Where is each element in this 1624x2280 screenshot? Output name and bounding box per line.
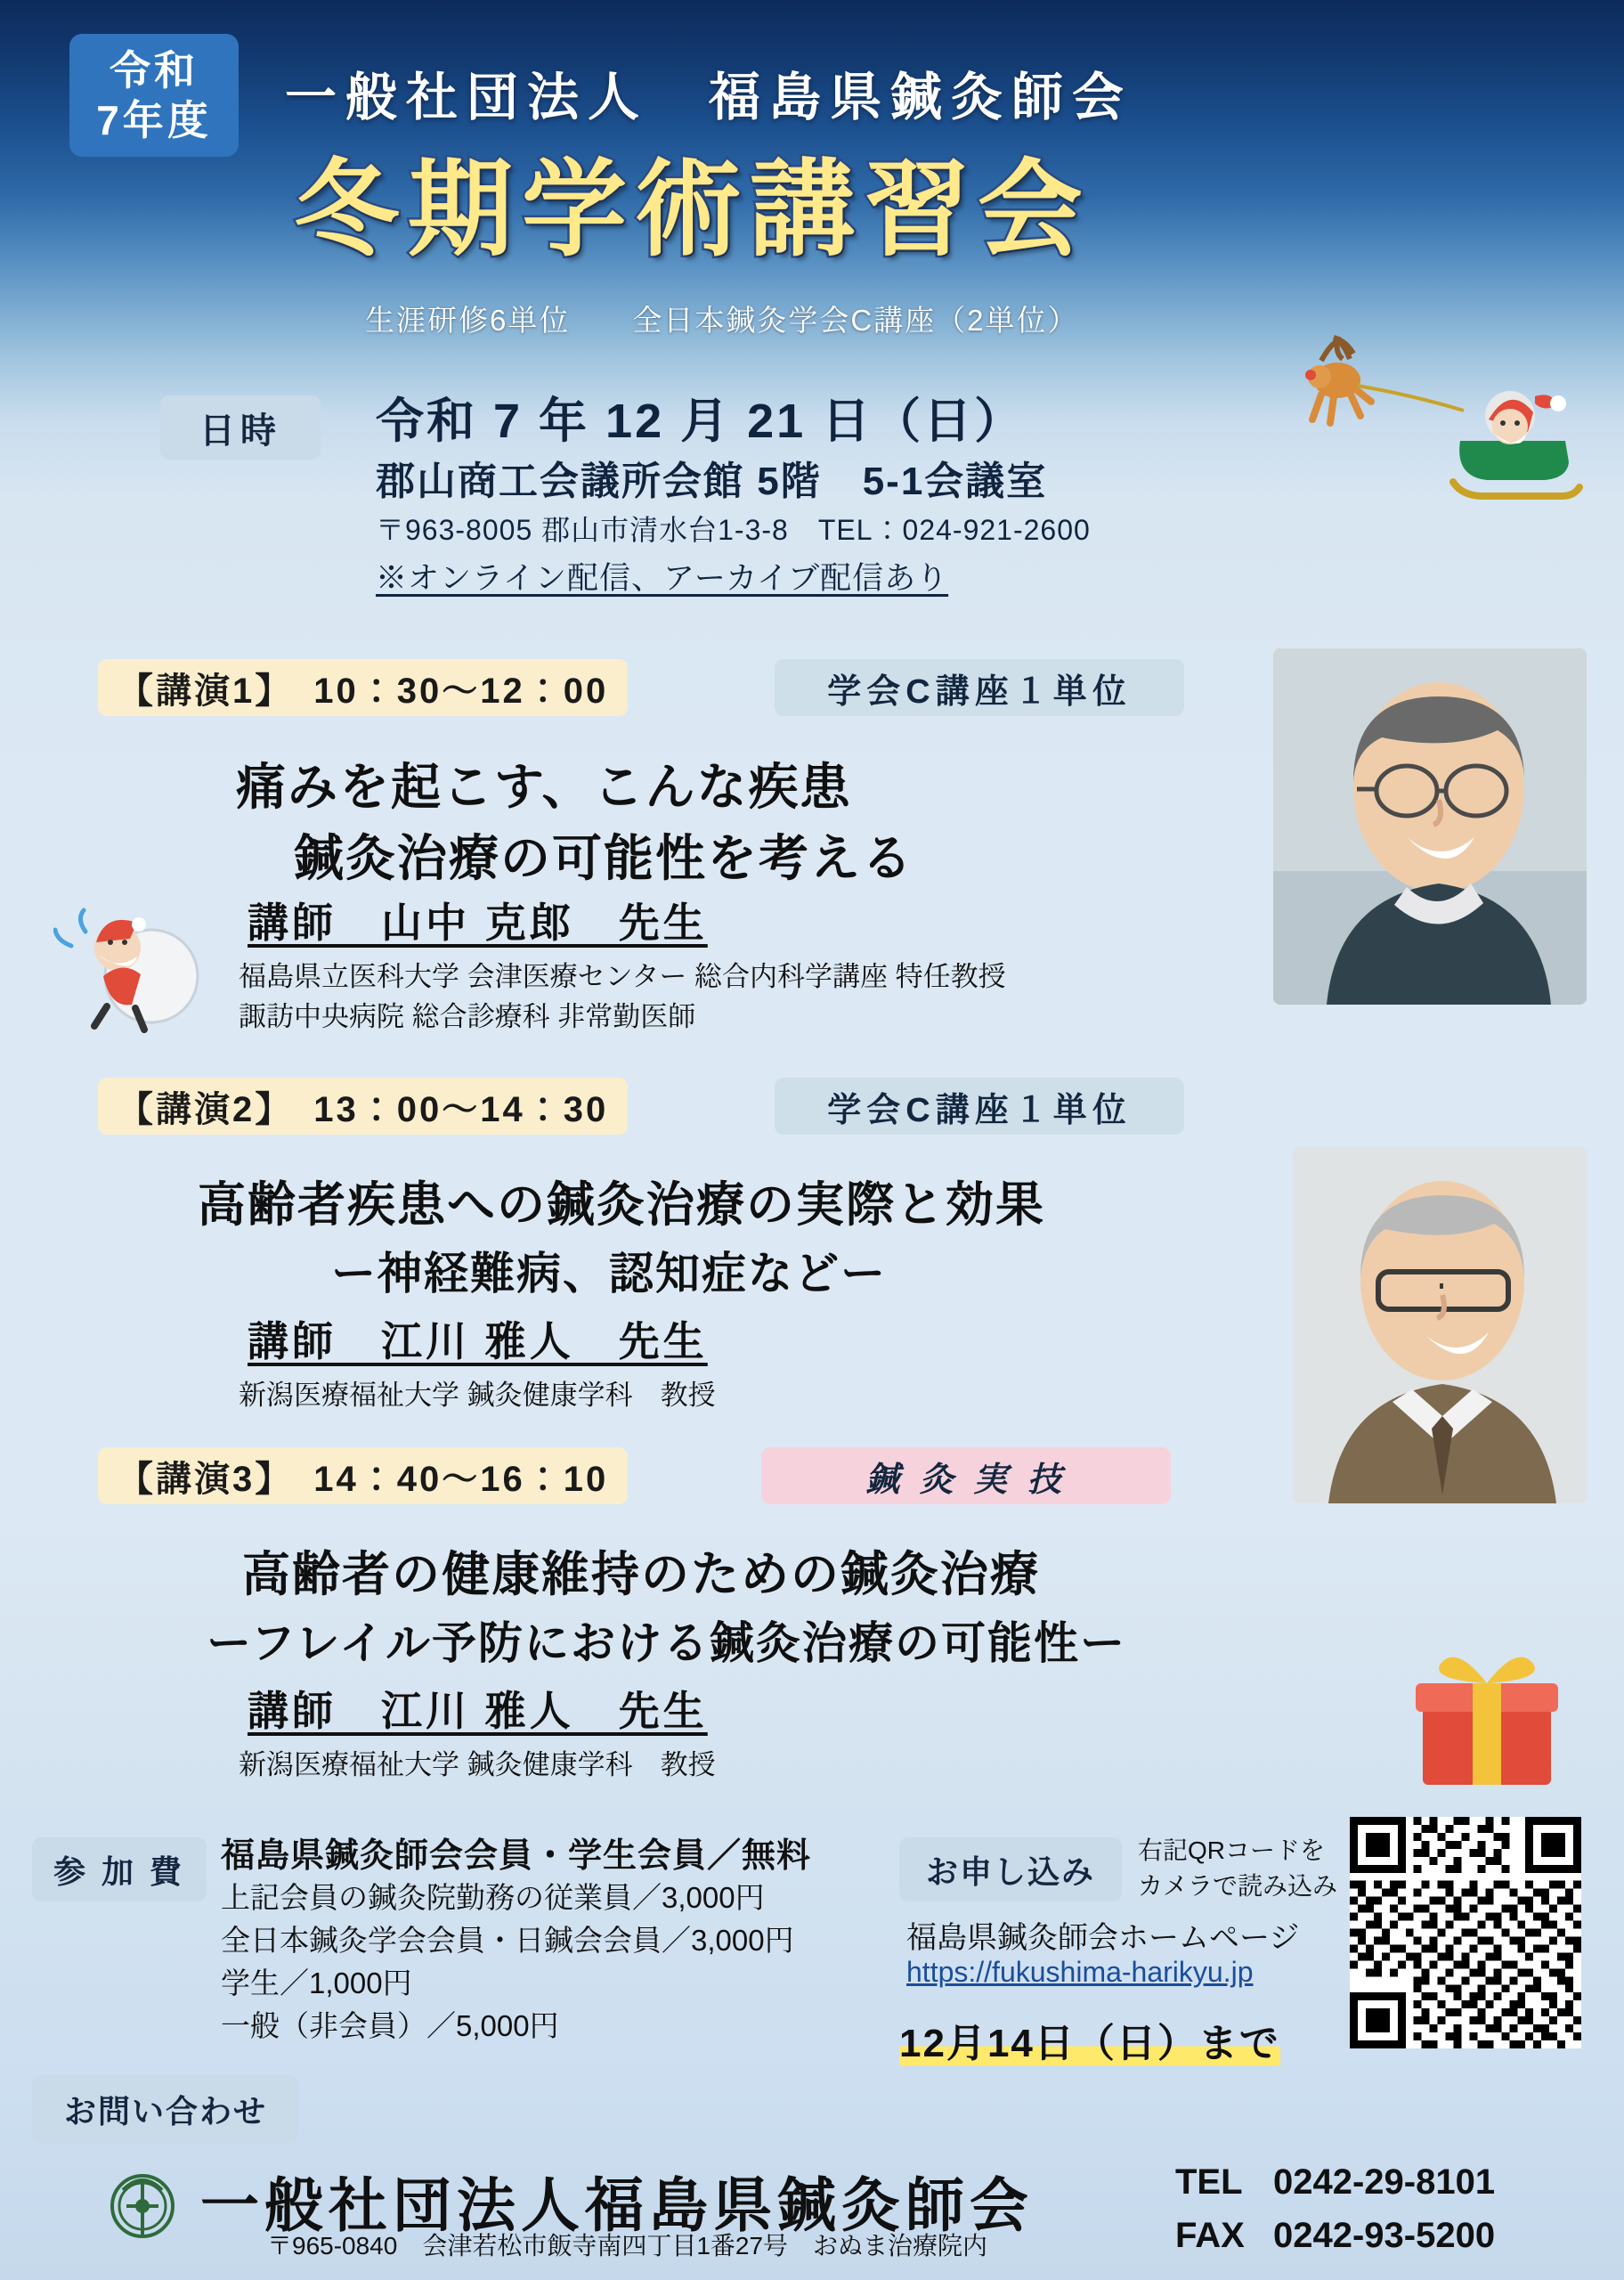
event-date: 令和 7 年 12 月 21 日（日） [376, 395, 1026, 448]
lecture-2-title-line2: ー神経難病、認知症などー [331, 1249, 887, 1299]
event-venue: 郡山商工会議所会館 5階 5-1会議室 [376, 460, 1048, 503]
application-deadline: 12月14日（日）まで [899, 2011, 1280, 2068]
footer-tel-label: TEL [1175, 2162, 1243, 2202]
portrait-egawa [1293, 1147, 1587, 1503]
lecture-2-title-line1: 高齢者疾患への鍼灸治療の実際と効果 [198, 1178, 1045, 1232]
santa-sleigh-icon [1268, 334, 1588, 530]
footer-tel [1175, 2162, 1495, 2203]
lecture-3-affiliation-1: 新潟医療福祉大学 鍼灸健康学科 教授 [239, 1749, 716, 1780]
lecture-1-affiliation-1: 福島県立医科大学 会津医療センター 総合内科学講座 特任教授 [239, 961, 1006, 992]
lecture-2-affiliation-1: 新潟医療福祉大学 鍼灸健康学科 教授 [239, 1380, 716, 1411]
era-badge-line2: 7年度 [96, 97, 212, 143]
footer-tel-value: 0242-29-8101 [1273, 2162, 1496, 2202]
page-title: 冬期学術講習会 [294, 151, 1092, 269]
gift-box-icon [1407, 1639, 1567, 1799]
era-badge-line1: 令和 [110, 47, 199, 94]
lecture-2-speaker: 講師 江川 雅人 先生 [248, 1318, 708, 1364]
footer-fax-label: FAX [1175, 2216, 1245, 2255]
lecture-3-credit-chip: 鍼 灸 実 技 [761, 1447, 1171, 1504]
fee-details [221, 1828, 811, 2048]
contact-tag: お問い合わせ [32, 2075, 299, 2143]
date-tag: 日時 [160, 395, 321, 460]
era-badge [69, 34, 239, 157]
lecture-1-affiliation-2: 諏訪中央病院 総合診療科 非常勤医師 [239, 1001, 696, 1032]
event-address: 〒963-8005 郡山市清水台1-3-8 TEL：024-921-2600 [376, 514, 1091, 546]
fee-line-1: 上記会員の鍼灸院勤務の従業員／3,000円 [221, 1881, 765, 1914]
fee-line-3: 学生／1,000円 [221, 1966, 412, 1999]
lecture-1-credit-chip: 学会C講座１単位 [775, 659, 1184, 716]
online-note: ※オンライン配信、アーカイブ配信あり [376, 561, 949, 596]
lecture-1-title-line1: 痛みを起こす、こんな疾患 [236, 759, 852, 815]
qr-code[interactable] [1350, 1817, 1581, 2048]
association-logo-icon [100, 2160, 185, 2245]
poster-header [0, 0, 1624, 356]
lecture-1-time-chip: 【講演1】 10：30〜12：00 [98, 659, 628, 716]
fee-main-line: 福島県鍼灸師会会員・学生会員／無料 [221, 1837, 812, 1875]
fee-tag: 参 加 費 [32, 1837, 207, 1901]
credits-subtitle: 生涯研修6単位 全日本鍼灸学会C講座（2単位） [365, 304, 1079, 337]
lecture-1-title-line2: 鍼灸治療の可能性を考える [294, 830, 914, 886]
lecture-2-time-chip: 【講演2】 13：00〜14：30 [98, 1078, 628, 1135]
footer-address: 〒965-0840 会津若松市飯寺南四丁目1番27号 おぬま治療院内 [267, 2232, 988, 2260]
footer-fax-value: 0242-93-5200 [1273, 2216, 1496, 2255]
lecture-3-title-line2: ーフレイル予防における鍼灸治療の可能性ー [207, 1618, 1126, 1668]
organization-name: 一般社団法人 福島県鍼灸師会 [285, 69, 1133, 126]
footer-fax [1175, 2216, 1495, 2256]
fee-line-2: 全日本鍼灸学会会員・日鍼会会員／3,000円 [221, 1924, 794, 1957]
portrait-yamanaka [1273, 648, 1587, 1005]
lecture-3-speaker: 講師 江川 雅人 先生 [248, 1688, 708, 1734]
apply-tag: お申し込み [899, 1837, 1122, 1901]
homepage-link[interactable]: https://fukushima-harikyu.jp [906, 1956, 1254, 1988]
homepage-label: 福島県鍼灸師会ホームページ [906, 1921, 1300, 1955]
lecture-3-title-line1: 高齢者の健康維持のための鍼灸治療 [242, 1548, 1040, 1601]
lecture-2-credit-chip: 学会C講座１単位 [775, 1078, 1184, 1135]
santa-running-icon [53, 891, 231, 1033]
apply-note-line1: 右記QRコードを [1138, 1836, 1326, 1864]
lecture-3-time-chip: 【講演3】 14：40〜16：10 [98, 1447, 628, 1504]
footer-organization: 一般社団法人福島県鍼灸師会 [200, 2172, 1034, 2238]
lecture-1-speaker: 講師 山中 克郎 先生 [248, 900, 708, 946]
apply-note [1138, 1833, 1337, 1904]
fee-line-4: 一般（非会員）／5,000円 [221, 2009, 559, 2042]
apply-note-line2: カメラで読み込み [1138, 1872, 1338, 1900]
